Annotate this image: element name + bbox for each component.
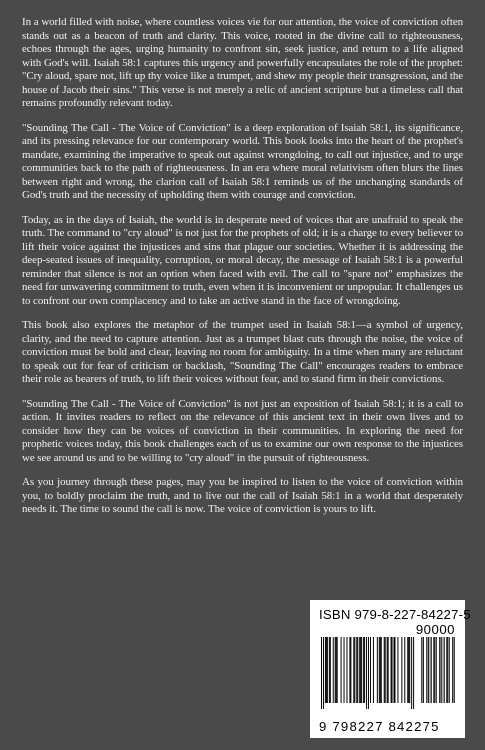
addon-bar bbox=[454, 637, 455, 703]
barcode-bar bbox=[363, 637, 364, 703]
addon-bar bbox=[435, 637, 436, 703]
barcode-bar bbox=[413, 637, 414, 709]
barcode-bar bbox=[333, 637, 334, 703]
barcode-bar bbox=[391, 637, 392, 703]
barcode-bar bbox=[394, 637, 395, 703]
addon-bar bbox=[440, 637, 441, 703]
barcode-bar bbox=[388, 637, 389, 703]
barcode-bar bbox=[368, 637, 369, 709]
barcode-bar bbox=[366, 637, 367, 709]
addon-bar bbox=[447, 637, 448, 703]
addon-bar bbox=[426, 637, 427, 703]
barcode-bar bbox=[409, 637, 410, 703]
addon-bar bbox=[423, 637, 424, 703]
barcode-bar bbox=[354, 637, 355, 703]
barcode-bar bbox=[377, 637, 378, 703]
barcode-bar bbox=[387, 637, 388, 703]
addon-bar bbox=[452, 637, 453, 703]
price-code: 90000 bbox=[415, 622, 455, 637]
barcode-bar bbox=[350, 637, 351, 703]
addon-bar bbox=[434, 637, 435, 703]
barcode-bar bbox=[326, 637, 327, 703]
barcode-bar bbox=[411, 637, 412, 709]
barcode-bar bbox=[373, 637, 374, 703]
barcode-bar bbox=[395, 637, 396, 703]
barcode-bar bbox=[346, 637, 347, 703]
addon-bar bbox=[428, 637, 429, 703]
barcode-bar bbox=[360, 637, 361, 703]
barcode-bar bbox=[392, 637, 393, 703]
blurb-paragraph-4: This book also explores the metaphor of the trumpet used in Isaiah 58:1—a symbol of urgency, clarity, and the need to capture attention. Just as a trumpet blast cuts through the noise, the voice of conviction must be bold and clear, leaving no room for ambiguity. In a time when many are reluctant to speak out for fear of criticism or backlash, "Sounding The Call" encourages readers to embrace their role as bearers of truth, to lift their voices without fear, and to stand firm in their convictions. bbox=[22, 319, 463, 385]
addon-bar bbox=[448, 637, 449, 703]
barcode-bar bbox=[379, 637, 380, 703]
blurb-paragraph-1: In a world filled with noise, where countless voices vie for our attention, the voice of conviction often stands out as a beacon of truth and clarity. This voice, rooted in the divine call to righteousness, echoes through the ages, urging humanity to confront sin, seek justice, and return to a life aligned with God's will. Isaiah 58:1 captures this urgency and powerfully encapsulates the role of the prophet: "Cry aloud, spare not, lift up thy voice like a trumpet, and shew my people their transgression, and the house of Jacob their sins." This verse is not merely a relic of ancient scripture but a timeless call that remains profoundly relevant today. bbox=[22, 16, 463, 109]
barcode-bar bbox=[321, 637, 322, 709]
barcode-bar bbox=[327, 637, 328, 703]
barcode-bar bbox=[325, 637, 326, 703]
barcode-bar bbox=[381, 637, 382, 703]
barcode-bar bbox=[404, 637, 405, 703]
barcode-bar bbox=[329, 637, 330, 703]
barcode-bar bbox=[356, 637, 357, 703]
barcode-bar bbox=[344, 637, 345, 703]
ean-digits: 9 798227 842275 bbox=[319, 719, 440, 734]
barcode-bar bbox=[353, 637, 354, 703]
barcode-bar bbox=[397, 637, 398, 703]
isbn-label: ISBN 979-8-227-84227-5 bbox=[319, 607, 471, 622]
addon-bar bbox=[431, 637, 432, 703]
blurb-paragraph-2: "Sounding The Call - The Voice of Conviction" is a deep exploration of Isaiah 58:1, its significance, and its pressing relevance for our contemporary world. This book looks into the heart of the prophet's mandate, examining the imperative to speak out against wrongdoing, to call out injustice, and to urge communities back to the path of righteousness. In an era where moral relativism often blurs the lines between right and wrong, the clarion call of Isaiah 58:1 reminds us of the unchanging standards of God's truth and the necessity of upholding them with courage and conviction. bbox=[22, 121, 463, 201]
barcode-bar bbox=[341, 637, 342, 703]
addon-bar bbox=[430, 637, 431, 703]
barcode-bar bbox=[323, 637, 324, 709]
barcode-bar bbox=[359, 637, 360, 703]
barcode-bar bbox=[330, 637, 331, 703]
barcode-bar bbox=[364, 637, 365, 703]
addon-bar bbox=[441, 637, 442, 703]
barcode-bar bbox=[361, 637, 362, 703]
addon-bar bbox=[423, 637, 424, 703]
barcode-bar bbox=[349, 637, 350, 703]
addon-bar bbox=[449, 637, 450, 703]
addon-bar bbox=[428, 637, 429, 703]
blurb bbox=[22, 16, 463, 517]
isbn-barcode bbox=[310, 600, 471, 738]
barcode-bar bbox=[336, 637, 337, 703]
blurb-paragraph-6: As you journey through these pages, may you be inspired to listen to the voice of conviction within you, to boldly proclaim the truth, and to live out the call of Isaiah 58:1 in a world that desperately needs it. The time to sound the call is now. The voice of conviction is yours to lift. bbox=[22, 476, 463, 515]
barcode-bar bbox=[401, 637, 402, 703]
blurb-paragraph-5: "Sounding The Call - The Voice of Conviction" is not just an exposition of Isaiah 58:1; it is a call to action. It invites readers to reflect on the relevance of this ancient text in their own lives and to consider how they can be voices of conviction in their communities. In exploring the need for prophetic voices today, this book challenges each of us to examine our own response to the injustices we see around us and to be willing to "cry aloud" in the pursuit of righteousness. bbox=[22, 397, 463, 464]
barcode-bar bbox=[370, 637, 371, 703]
barcode-bar bbox=[385, 637, 386, 703]
barcode-bar bbox=[384, 637, 385, 703]
addon-bar bbox=[446, 637, 447, 703]
barcode-bar bbox=[335, 637, 336, 703]
barcode-bar bbox=[407, 637, 408, 703]
barcode-bars bbox=[319, 635, 456, 715]
addon-bar bbox=[443, 637, 444, 703]
addon-bar bbox=[433, 637, 434, 703]
addon-bar bbox=[453, 637, 454, 703]
barcode-bar bbox=[408, 637, 409, 703]
barcode-bar bbox=[380, 637, 381, 703]
addon-bar bbox=[439, 637, 440, 703]
addon-bar bbox=[444, 637, 445, 703]
blurb-paragraph-3: Today, as in the days of Isaiah, the world is in desperate need of voices that are unafraid to speak the truth. The command to "cry aloud" is not just for the prophets of old; it is a charge to every believer to lift their voice against the injustices and sins that plague our societies. Whether it is addressing the deep-seated issues of inequality, corruption, or moral decay, the message of Isaiah 58:1 is a powerful reminder that silence is not an option when faced with evil. The call to "spare not" emphasizes the need for unwavering commitment to truth, even when it is inconvenient or unpopular. It challenges us to confront our own complacency and to take an active stand in the face of wrongdoing. bbox=[22, 213, 463, 307]
barcode-bar bbox=[337, 637, 338, 703]
addon-bar bbox=[436, 637, 437, 703]
addon-bar bbox=[421, 637, 422, 703]
barcode-bar bbox=[357, 637, 358, 703]
